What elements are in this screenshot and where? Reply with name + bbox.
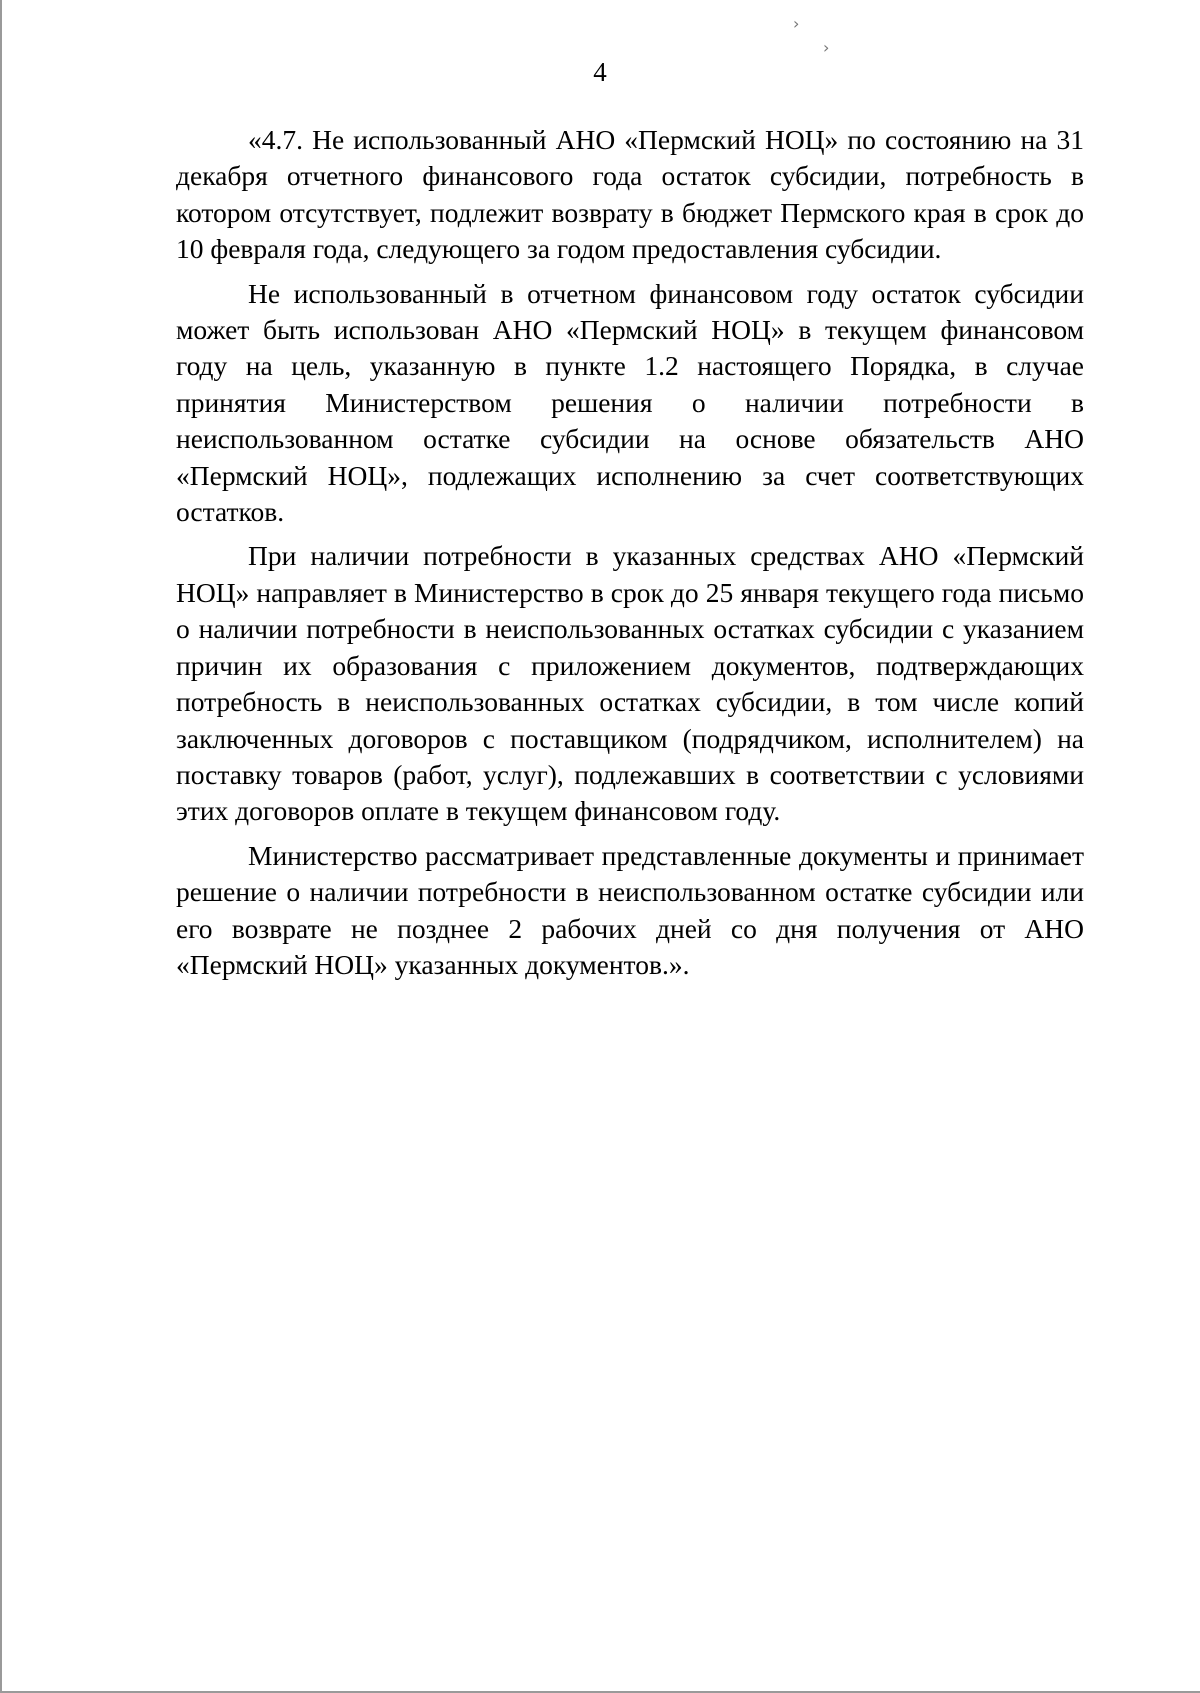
scan-mark: › — [823, 38, 830, 57]
scan-edge-left — [0, 0, 2, 1693]
paragraph-need-letter: При наличии потребности в указанных средствах АНО «Пермский НОЦ» направляет в Министерство в срок до 25 января текущего года письмо о наличии потребности в неиспользованных остатках субсидии с указанием причин их образования с приложением документов, подтверждающих потребность в неиспользованных остатках субсидии, в том числе копий заключенных договоров с поставщиком (подрядчиком, исполнителем) на поставку товаров (работ, услуг), подлежавших в соответствии с условиями этих договоров оплате в текущем финансовом году. — [176, 540, 1084, 827]
document-body — [176, 122, 1084, 991]
page-number: 4 — [593, 57, 607, 87]
paragraph-4-7: «4.7. Не использованный АНО «Пермский НОЦ» по состоянию на 31 декабря отчетного финансового года остаток субсидии, потребность в котором отсутствует, подлежит возврату в бюджет Пермского края в срок до 10 февраля года, следующего за годом предоставления субсидии. — [176, 124, 1084, 265]
scan-mark: › — [793, 14, 800, 33]
paragraph-unused-balance: Не использованный в отчетном финансовом году остаток субсидии может быть использован АНО «Пермский НОЦ» в текущем финансовом году на цель, указанную в пункте 1.2 настоящего Порядка, в случае принятия Министерством решения о наличии потребности в неиспользованном остатке субсидии на основе обязательств АНО «Пермский НОЦ», подлежащих исполнению за счет соответствующих остатков. — [176, 277, 1084, 528]
paragraph-ministry-decision: Министерство рассматривает представленные документы и принимает решение о наличии потребности в неиспользованном остатке субсидии или его возврате не позднее 2 рабочих дней со дня получения от АНО «Пермский НОЦ» указанных документов.». — [176, 839, 1084, 980]
